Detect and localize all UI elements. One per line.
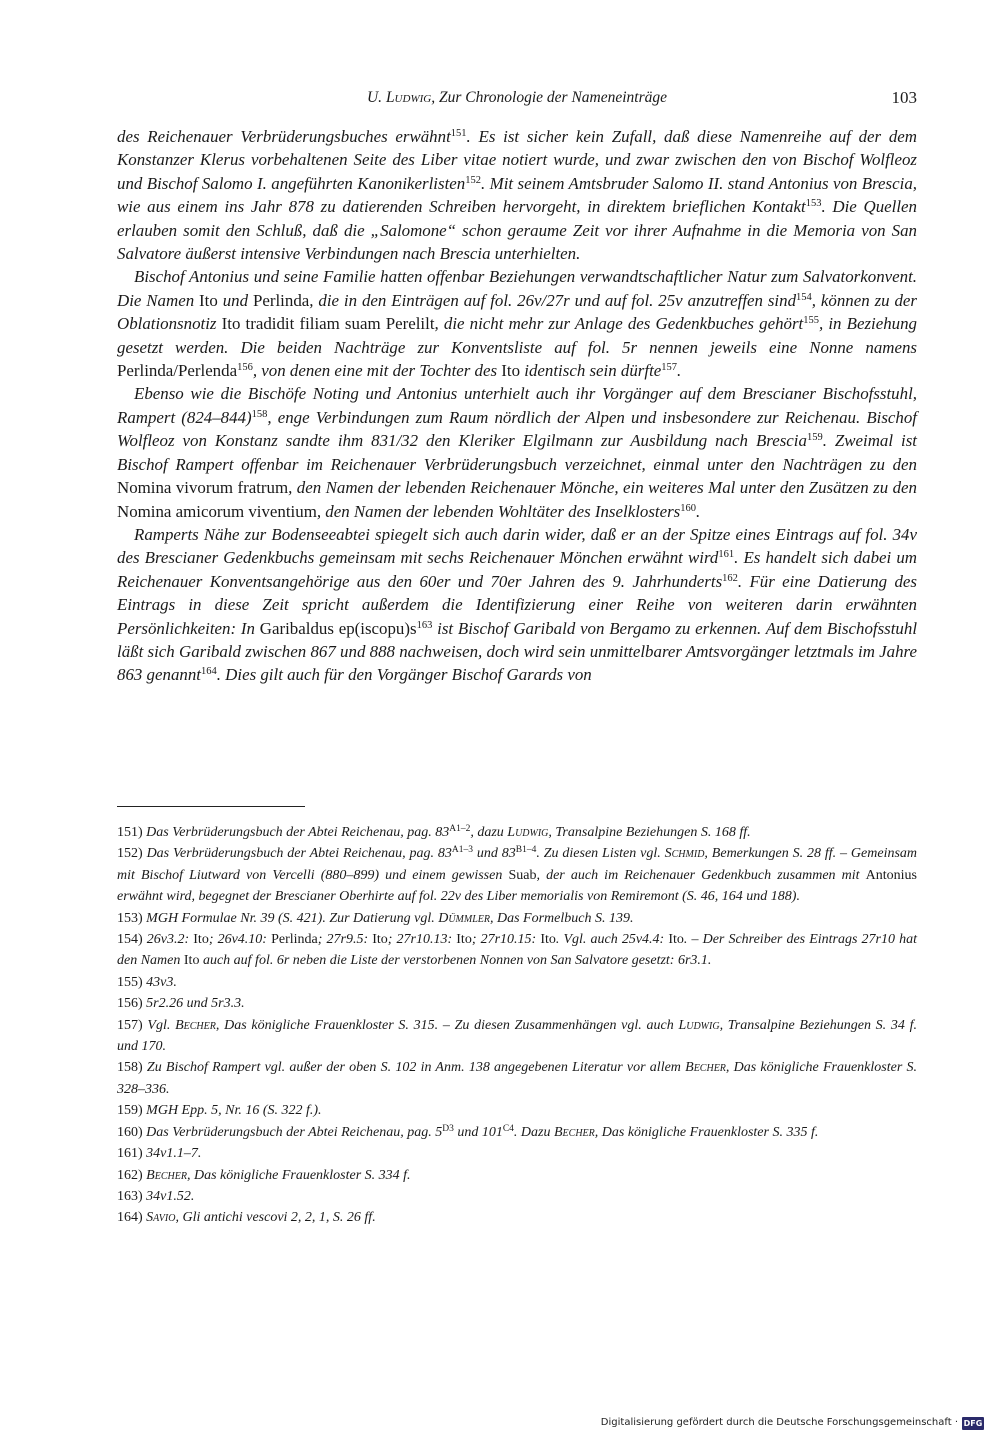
footnote-ref[interactable]: 153 — [805, 198, 822, 210]
author-ref: Ludwig — [507, 825, 549, 840]
footnote-number: 153) — [117, 910, 143, 926]
page-number: 103 — [891, 88, 917, 107]
paragraph-1 — [117, 125, 917, 265]
text-run: , Das königliche Frauenkloster S. 335 f. — [594, 1124, 819, 1140]
author-ref: Ludwig — [678, 1017, 720, 1033]
text-run: , Das königliche Frauenkloster S. 328–336. — [117, 1060, 918, 1097]
author-ref: Becher — [175, 1017, 216, 1033]
source-name: Ito — [199, 290, 218, 310]
text-run: . Es ist sicher kein Zufall, daß diese Namenreihe auf der dem Konstanzer Klerus vorbehaltenen Seite des Liber vitae notiert wurde, und zwar zwischen den von Bischof Wolfleoz und Bischof Salomo I. angeführten Kanonikerlisten — [117, 127, 917, 193]
text-run: Zu Bischof Rampert vgl. außer der oben S. 102 in Anm. 138 angegebenen Literatur vor allem — [146, 1060, 686, 1076]
text-run: . Zweimal ist Bischof Rampert offenbar im Reichenauer Verbrüderungsbuch verzeichnet, einmal unter den Nachträgen zu den — [117, 431, 917, 474]
text-run: , die nicht mehr zur Anlage des Gedenkbuches gehört — [434, 314, 804, 334]
text-run: Vgl. — [147, 1017, 176, 1033]
text-run: , der auch im Reichenauer Gedenkbuch zusammen mit — [536, 867, 866, 883]
footnote-161 — [117, 1143, 917, 1164]
text-run: MGH Formulae Nr. 39 (S. 421). Zur Datierung vgl. — [146, 910, 439, 926]
funding-credit-text: Digitalisierung gefördert durch die Deutsche Forschungsgemeinschaft · — [600, 1417, 958, 1428]
footnote-160 — [117, 1122, 917, 1143]
funding-credit — [601, 1415, 984, 1431]
footnote-162 — [117, 1165, 917, 1186]
paragraph-3 — [117, 382, 917, 522]
text-run: ist Bischof Garibald von Bergamo zu erkennen. Auf dem Bischofsstuhl läßt sich Garibald zwischen 867 und 888 nachweisen, doch wird sein unmittelbarer Amtsvorgänger letztmals im Jahre 863 genannt — [117, 618, 918, 685]
text-run: identisch sein dürfte — [520, 361, 662, 381]
text-run: ; 27r10.13: — [387, 932, 457, 948]
footnote-ref[interactable]: 156 — [237, 362, 253, 374]
footnote-154 — [117, 929, 917, 972]
text-run: und 83 — [473, 846, 516, 862]
footnote-number: 159) — [117, 1103, 143, 1119]
text-run: erwähnt wird, begegnet der Brescianer Oberhirte auf fol. 22v des Liber memorialis von Remiremont (S. 46, 164 und 188). — [117, 889, 800, 905]
source-quote: Nomina vivorum fratrum — [117, 478, 289, 498]
footnote-158 — [117, 1057, 917, 1100]
text-run: 26v3.2: — [146, 932, 194, 948]
footnote-ref[interactable]: 152 — [465, 174, 481, 186]
source-name: Ito — [456, 932, 472, 948]
text-run: , enge Verbindungen zum Raum nördlich der Alpen und insbesondere zur Reichenau. Bischof Wolfleoz von Konstanz sandte ihm 831/32 den Kleriker Elgilmann zur Ausbildung nach Brescia — [117, 407, 917, 451]
text-run: ; 26v4.10: — [208, 932, 272, 948]
source-name: Ito — [540, 932, 556, 948]
source-name: Ito — [501, 361, 521, 381]
text-run: ; 27r10.15: — [471, 932, 541, 948]
superscript: D3 — [442, 1123, 454, 1134]
footnote-number: 158) — [117, 1060, 143, 1076]
text-run: ; 27r9.5: — [317, 932, 373, 948]
source-name: Ito — [372, 932, 388, 948]
author-ref: Savio — [146, 1210, 176, 1226]
footnote-rule — [117, 806, 305, 807]
footnote-number: 161) — [117, 1146, 143, 1162]
text-run: . Dazu — [513, 1124, 554, 1140]
text-run: . Zu diesen Listen vgl. — [536, 846, 665, 862]
footnote-ref[interactable]: 161 — [718, 549, 735, 561]
source-name: Perlinda — [252, 290, 310, 310]
footnote-ref[interactable]: 157 — [661, 362, 678, 374]
author-ref: Dümmler — [438, 910, 490, 926]
text-run: , in Beziehung gesetzt werden. Die beiden Nachträge zur Konventsliste auf fol. 5r nennen jeweils eine Nonne namens — [117, 314, 917, 357]
footnote-text: 34v1.52. — [146, 1188, 195, 1204]
footnote-163 — [117, 1186, 917, 1207]
text-run: . Vgl. auch 25v4.4: — [555, 932, 669, 948]
source-name: Ito — [193, 932, 209, 948]
footnote-text: 5r2.26 und 5r3.3. — [146, 996, 245, 1012]
article-title: , Zur Chronologie der Nameneinträge — [431, 89, 668, 106]
footnote-152 — [117, 843, 917, 907]
text-run: . Für eine Datierung des Eintrags in diese Zeit spricht außerdem die Identifizierung einer Reihe von weiteren darin erwähnten Persönlichkeiten: In — [117, 571, 917, 638]
text-run: , den Namen der lebenden Wohltäter des Inselklosters — [316, 501, 681, 521]
footnote-ref[interactable]: 151 — [450, 128, 467, 139]
text-run: Das Verbrüderungsbuch der Abtei Reichenau, pag. 83 — [146, 825, 450, 840]
footnote-text: MGH Epp. 5, Nr. 16 (S. 322 f.). — [146, 1103, 322, 1119]
dfg-logo: DFG — [963, 1418, 983, 1428]
author-initial: U. — [366, 89, 383, 106]
footnote-ref[interactable]: 158 — [251, 408, 268, 420]
footnote-number: 154) — [117, 932, 143, 948]
footnotes — [117, 822, 917, 1229]
source-name: Antonius — [865, 867, 917, 883]
text-run: Ebenso wie die Bischöfe Noting und Antonius unterhielt auch ihr Vorgänger auf dem Brescianer Bischofsstuhl, Rampert (824–844) — [117, 384, 917, 427]
footnote-153 — [117, 908, 917, 929]
footnote-ref[interactable]: 160 — [680, 502, 696, 514]
footnote-ref[interactable]: 159 — [806, 432, 823, 444]
text-run: . — [696, 501, 701, 521]
footnote-number: 164) — [117, 1210, 143, 1226]
footnote-number: 160) — [117, 1124, 143, 1140]
superscript: A1–2 — [449, 824, 471, 834]
footnote-number: 157) — [117, 1017, 143, 1033]
footnote-157 — [117, 1015, 917, 1058]
source-name: Perlinda — [271, 932, 318, 948]
text-run: . — [677, 361, 682, 381]
footnote-number: 151) — [117, 825, 143, 840]
footnote-156 — [117, 993, 917, 1014]
text-run: , können zu der Oblationsnotiz — [117, 290, 918, 334]
text-run: , Das königliche Frauenkloster S. 315. – Zu diesen Zusammenhängen vgl. auch — [215, 1017, 679, 1033]
source-quote: Garibaldus ep(iscopu)s — [259, 618, 417, 638]
footnote-155 — [117, 972, 917, 993]
author-ref: Schmid — [664, 846, 705, 862]
text-run: , dazu — [470, 825, 508, 840]
author-ref: Becher — [146, 1167, 187, 1183]
text-run: . Dies gilt auch für den Vorgänger Bischof Garards von — [216, 665, 592, 685]
superscript: C4 — [502, 1123, 514, 1134]
source-quote: Ito tradidit filiam suam Perelilt — [221, 314, 435, 334]
author-ref: Becher — [685, 1060, 726, 1076]
footnote-159 — [117, 1100, 917, 1121]
text-run: . Es handelt sich dabei um Reichenauer Konventsangehörige aus den 60er und 70er Jahren des 9. Jahrhunderts — [117, 548, 917, 591]
text-run: , Das königliche Frauenkloster S. 334 f. — [186, 1167, 411, 1183]
footnote-164 — [117, 1207, 917, 1228]
footnote-number: 152) — [117, 846, 143, 862]
footnote-number: 163) — [117, 1188, 143, 1204]
footnote-151 — [117, 822, 917, 843]
text-run: auch auf fol. 6r neben die Liste der verstorbenen Nonnen von San Salvatore gesetzt: 6r3.1. — [199, 953, 712, 969]
text-run: Ramperts Nähe zur Bodenseeabtei spiegelt sich auch darin wider, daß er an der Spitze eines Eintrags auf fol. 34v des Brescianer Gedenkbuchs gemeinsam mit sechs Reichenauer Mönchen erwähnt wird — [117, 524, 917, 568]
paragraph-4 — [117, 523, 917, 687]
text-run: , die in den Einträgen auf fol. 26v/27r und auf fol. 25v anzutreffen sind — [309, 290, 797, 310]
source-name: Suab — [508, 867, 537, 883]
text-run: , Transalpine Beziehungen S. 34 f. und 170. — [117, 1017, 918, 1055]
footnote-number: 155) — [117, 974, 143, 990]
footnote-number: 162) — [117, 1167, 143, 1183]
source-name: Perlinda/Perlenda — [117, 361, 238, 381]
text-run: , Das Formelbuch S. 139. — [490, 910, 634, 926]
footnote-text: 43v3. — [146, 974, 177, 990]
text-run: und — [217, 290, 253, 310]
footnote-ref[interactable]: 164 — [200, 666, 217, 678]
text-run: , Bemerkungen S. 28 ff. – Gemeinsam mit Bischof Liutward von Vercelli (880–899) und einem gewissen — [117, 846, 918, 883]
text-run: Bischof Antonius und seine Familie hatten offenbar Beziehungen verwandtschaftlicher Natur zum Salvatorkonvent. Die Namen — [117, 267, 917, 310]
text-run: des Reichenauer Verbrüderungsbuches erwähnt — [117, 127, 451, 146]
footnote-ref[interactable]: 154 — [796, 291, 812, 303]
footnote-ref[interactable]: 162 — [722, 572, 738, 584]
author-name: Ludwig — [385, 89, 432, 106]
text-run: , Transalpine Beziehungen S. 168 ff. — [548, 825, 751, 840]
body-text — [117, 125, 917, 687]
paragraph-2 — [117, 265, 917, 382]
footnote-text: 34v1.1–7. — [146, 1146, 202, 1162]
text-run: Das Verbrüderungsbuch der Abtei Reichenau, pag. 83 — [146, 846, 452, 862]
text-run: , den Namen der lebenden Reichenauer Mönche, ein weiteres Mal unter den Zusätzen zu den — [288, 478, 917, 498]
text-run: , Gli antichi vescovi 2, 2, 1, S. 26 ff. — [175, 1210, 376, 1226]
running-head — [117, 87, 917, 111]
text-run: . Die Quellen erlauben somit den Schluß, daß die „Salomone“ schon geraume Zeit vor ihrer Aufnahme in die Memoria von San Salvatore äußerst intensive Verbindungen nach Brescia unterhielten. — [117, 197, 917, 264]
superscript: A1–3 — [451, 845, 473, 856]
text-run: . – Der Schreiber des Eintrags 27r10 hat den Namen — [117, 932, 917, 969]
running-title — [117, 87, 917, 109]
superscript: B1–4 — [515, 845, 537, 856]
source-name: Ito — [668, 932, 684, 948]
text-run: Das Verbrüderungsbuch der Abtei Reichenau, pag. 5 — [146, 1124, 443, 1140]
footnote-ref[interactable]: 163 — [416, 619, 433, 631]
source-name: Ito — [183, 953, 200, 969]
text-run: , von denen eine mit der Tochter des — [252, 361, 502, 381]
text-run: . Mit seinem Amtsbruder Salomo II. stand Antonius von Brescia, wie aus einem ins Jahr 878 zu datierenden Schreiben hervorgeht, in direktem brieflichen Kontakt — [117, 173, 917, 217]
text-run: und 101 — [453, 1124, 503, 1140]
footnote-number: 156) — [117, 996, 143, 1012]
footnote-ref[interactable]: 155 — [803, 315, 819, 327]
author-ref: Becher — [553, 1124, 595, 1140]
source-quote: Nomina amicorum viventium — [117, 501, 317, 521]
